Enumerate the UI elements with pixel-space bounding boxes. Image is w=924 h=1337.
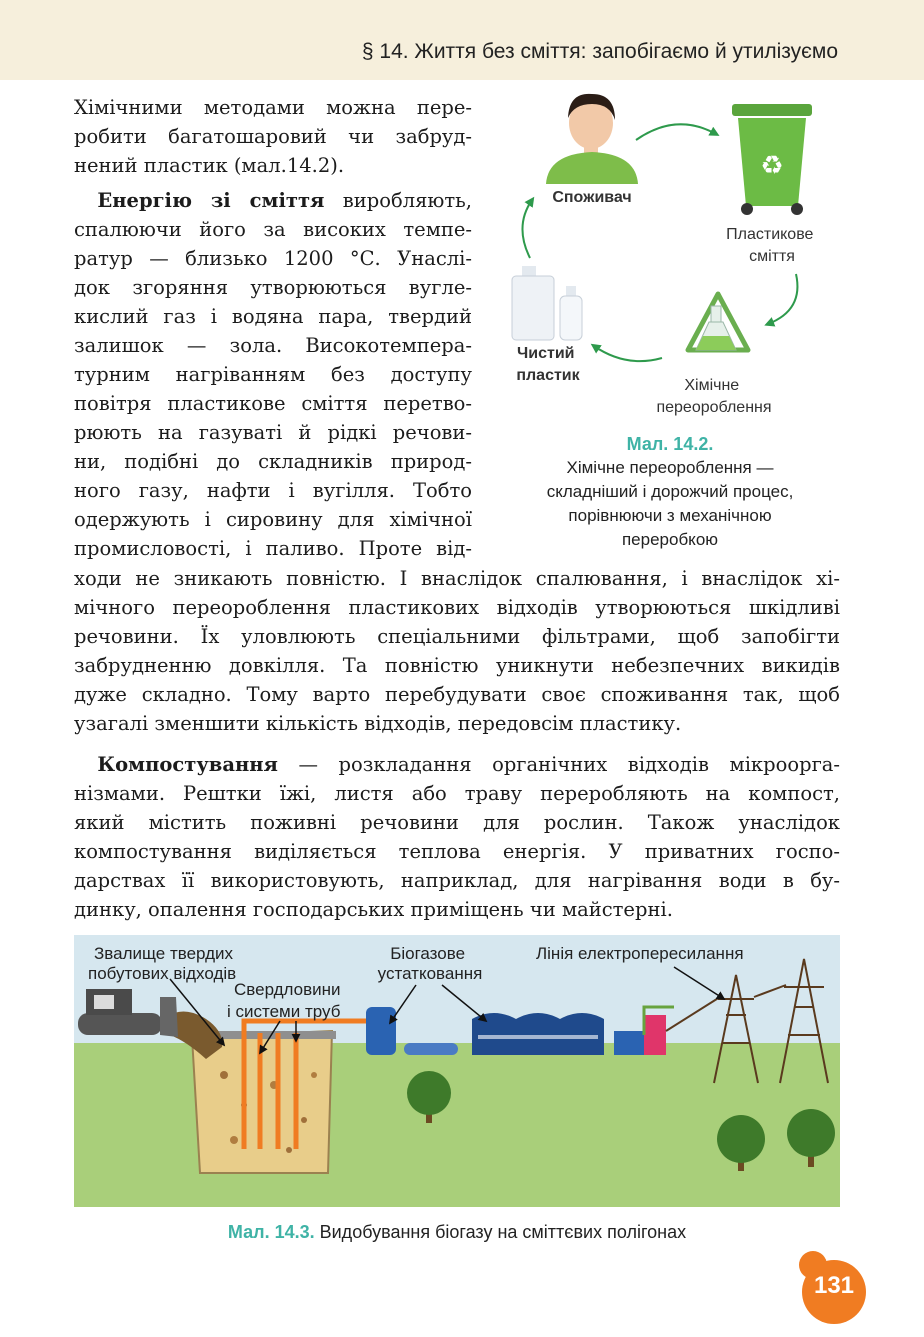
- text-line: робити багатошаровий чи забруд-: [74, 125, 472, 148]
- text-line: ратур — близько 1200 °С. Унаслі-: [74, 247, 472, 270]
- label-clean-plastic: Чистий пластик: [516, 345, 580, 384]
- text-line: ходи не зникають повністю. І внаслідок спалювання, і внаслідок хі-: [74, 567, 840, 590]
- paragraph-energy: [74, 186, 472, 563]
- figure-14-2-label: Мал. 14.2.: [626, 434, 714, 454]
- clean-plastic-bottles-illustration: [512, 266, 582, 340]
- text-line: динку, опалення господарських приміщень чи майстерні.: [74, 898, 673, 921]
- consumer-illustration: [546, 94, 638, 184]
- arrow-waste-to-recycling: [768, 274, 797, 324]
- caption-line: порівнюючи з механічною: [568, 506, 772, 525]
- label-power-line: Лінія електропересилання: [536, 944, 744, 963]
- text-line: нений пластик (мал.14.2).: [74, 154, 345, 177]
- label-biogas-installation: Біогазове устатковання: [377, 944, 483, 983]
- arrow-clean-to-consumer: [522, 200, 532, 258]
- caption-line: Хімічне переороблення —: [566, 458, 774, 477]
- chapter-title: § 14. Життя без сміття: запобігаємо й утилізуємо: [361, 40, 838, 63]
- text-line: компостування виділяється теплова енергія. У приватних госпо-: [74, 840, 840, 863]
- text-line: ни, подібні до складників природ-: [74, 450, 472, 473]
- text-line: турним нагріванням без доступу: [74, 363, 472, 386]
- paragraph-composting: [74, 750, 840, 924]
- text-line: одержують і сировину для хімічної: [74, 508, 472, 531]
- text-column-left: [74, 93, 472, 569]
- text-line: промисловості, і паливо. Проте від-: [74, 537, 472, 560]
- figure-14-2-caption: [496, 432, 844, 552]
- paragraph-energy-continued: [74, 564, 840, 738]
- figure-14-3-caption: [74, 1222, 840, 1243]
- text-line: мічного переороблення пластикових відходів утворюються шкідливі: [74, 596, 840, 619]
- paragraph-chemical-methods: [74, 93, 472, 180]
- text-line: речовини. Їх уловлюють спеціальними фільтрами, щоб запобігти: [74, 625, 840, 648]
- page-header: [0, 0, 924, 80]
- figure-14-3-label: Мал. 14.3.: [227, 1222, 315, 1242]
- text-line: нізмами. Рештки їжі, листя або траву переробляють на компост,: [74, 782, 840, 805]
- text-line: Хімічними методами можна пере-: [74, 96, 472, 119]
- text-block-full: [74, 564, 840, 930]
- label-plastic-waste: Пластикове сміття: [726, 226, 814, 265]
- arrow-consumer-to-waste: [636, 124, 716, 140]
- text-line: дарствах її використовують, наприклад, для нагрівання води в бу-: [74, 869, 840, 892]
- recycle-icon: ♻: [760, 150, 784, 180]
- caption-text: Видобування біогазу на сміттєвих полігонах: [314, 1222, 687, 1242]
- text-line: док згоряння утворюються вугле-: [74, 276, 472, 299]
- text-line: який містить поживні речовини для рослин. Також унаслідок: [74, 811, 840, 834]
- text-line: повітря пластикове сміття перетво-: [74, 392, 472, 415]
- label-landfill: Звалище твердих побутових відходів: [88, 944, 237, 983]
- text-fragment: — розкладання органічних відходів мікроорга-: [277, 753, 840, 776]
- text-fragment: виробляють,: [324, 189, 472, 212]
- caption-line: переробкою: [621, 530, 719, 549]
- text-line: забрудненню довкілля. Та повністю уникнути небезпечних викидів: [74, 654, 840, 677]
- text-line: спалюючи його за високих темпе-: [74, 218, 472, 241]
- label-wells: Свердловини і системи труб: [227, 980, 341, 1021]
- text-line: [74, 750, 840, 779]
- text-line: кислий газ і водяна пара, твердий: [74, 305, 472, 328]
- text-line: залишок — зола. Високотемпера-: [74, 334, 472, 357]
- text-line: узагалі зменшити кількість відходів, передовсім пластику.: [74, 712, 682, 735]
- text-line: рюють на газуваті й рідкі речови-: [74, 421, 472, 444]
- caption-line: складніший і дорожчий процес,: [546, 482, 794, 501]
- green-bin-illustration: [732, 104, 812, 215]
- figure-chemical-recycling-cycle: [496, 88, 844, 433]
- page-number: 131: [813, 1272, 855, 1299]
- text-line: дуже складно. Тому варто перебудувати своє споживання так, щоб: [74, 683, 840, 706]
- figure-biogas-landfill: [74, 935, 840, 1207]
- label-consumer: Споживач: [552, 189, 632, 206]
- term-energy: Енергію зі сміття: [97, 189, 325, 212]
- text-line: [74, 186, 472, 215]
- arrow-recycling-to-clean: [594, 346, 662, 361]
- label-chemical-recycling: Хімічне переороблення: [656, 377, 772, 416]
- term-composting: Компостування: [97, 753, 278, 776]
- text-line: ного газу, нафти і вугілля. Тобто: [74, 479, 472, 502]
- chemical-recycling-illustration: [688, 294, 748, 350]
